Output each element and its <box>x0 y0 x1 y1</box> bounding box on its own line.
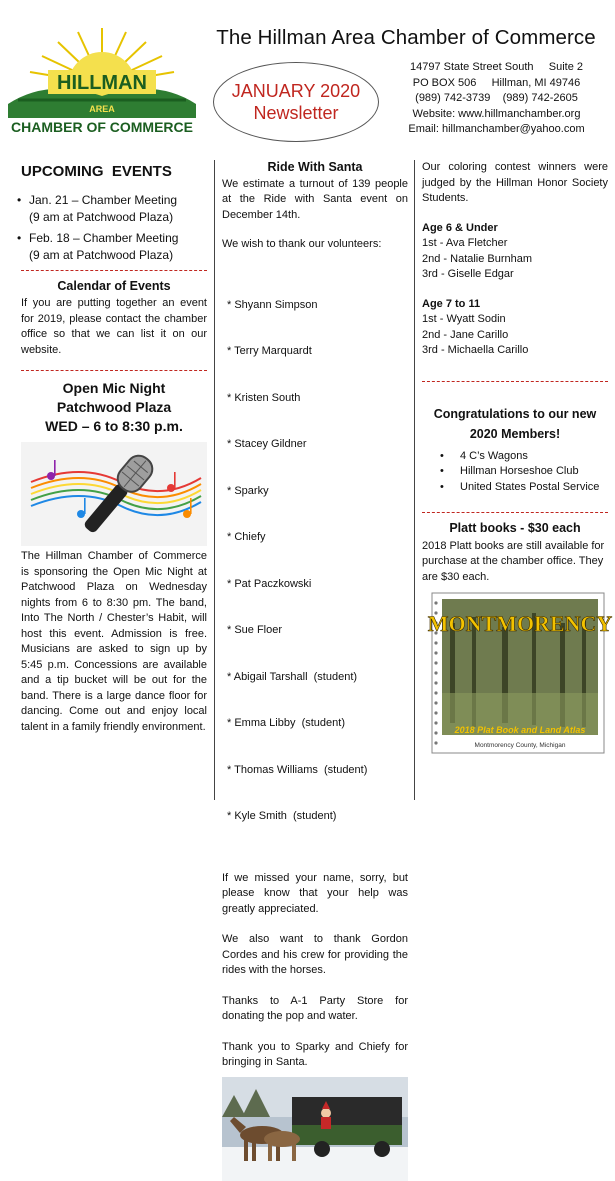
calendar-heading: Calendar of Events <box>57 278 171 293</box>
column-divider-2 <box>414 160 415 800</box>
volunteer-item: * Sue Floer <box>227 624 283 636</box>
section-divider <box>422 381 608 382</box>
member-name: Hillman Horseshoe Club <box>460 465 579 477</box>
volunteer-list <box>222 267 408 856</box>
winner-item: 2nd - Jane Carillo <box>422 328 509 341</box>
sponsor-thanks-text: Thanks to A-1 Party Store for donating the pop and water. <box>222 994 408 1022</box>
section-divider <box>422 512 608 513</box>
event-title: Jan. 21 – Chamber Meeting <box>29 192 178 207</box>
santa-heading: Ride With Santa <box>267 160 363 174</box>
openmic-text: The Hillman Chamber of Commerce is sponsoring the Open Mic Night at Patchwood Plaza on Wednesday nights from 6 to 8:30 pm. The band, Into The North / Chester’s Habit, will host this event. Admission is free. Musicians are asked to sign up by 5:45 p.m. Concessions are available and a tip bucket will be out for the band. There is a large dance floor for dancing. Come out and enjoy local talent in a family friendly environment. <box>21 550 207 733</box>
address-line-1: 14797 State Street South Suite 2 <box>409 61 584 73</box>
calendar-text: If you are putting together an event for 2019, please contact the chamber office so that we can list it on our website. <box>21 297 207 356</box>
book-footer: Montmorency County, Michigan <box>474 742 566 749</box>
openmic-line-1: Open Mic Night <box>62 380 166 396</box>
logo-text-hillman: HILLMAN <box>57 72 147 94</box>
volunteers-intro: We wish to thank our volunteers: <box>222 238 382 250</box>
missed-names-text: If we missed your name, sorry, but please know that your help was greatly appreciated. <box>222 871 408 915</box>
volunteer-item: * Shyann Simpson <box>227 298 318 311</box>
volunteer-item: * Emma Libby (student) <box>227 717 345 729</box>
winner-item: 3rd - Giselle Edgar <box>422 268 514 280</box>
column-divider-1 <box>214 160 215 800</box>
volunteer-item: * Abigail Tarshall (student) <box>227 670 358 683</box>
age-group-heading: Age 7 to 11 <box>422 297 481 310</box>
sleigh-ride-photo <box>222 1077 408 1181</box>
volunteer-item: * Terry Marquardt <box>227 345 312 357</box>
logo-text-chamber: CHAMBER OF COMMERCE <box>11 119 193 135</box>
volunteer-item: * Stacey Gildner <box>227 438 307 450</box>
column-events <box>17 160 207 735</box>
member-item: • United States Postal Service <box>440 480 600 493</box>
openmic-title <box>21 379 207 436</box>
openmic-line-3: WED – 6 to 8:30 p.m. <box>45 418 183 434</box>
member-item: • 4 C’s Wagons <box>440 449 528 462</box>
new-members-heading-line-2: 2020 Members! <box>469 426 561 441</box>
member-name: United States Postal Service <box>460 480 600 493</box>
microphone-music-image <box>21 442 207 546</box>
event-item: • Jan. 21 – Chamber Meeting (9 am at Patchwood Plaza) <box>21 192 207 226</box>
volunteer-item: * Pat Paczkowski <box>227 577 312 590</box>
events-list <box>17 192 207 264</box>
volunteer-item: * Chiefy <box>227 531 266 543</box>
platt-book-cover <box>427 593 613 753</box>
event-detail: (9 am at Patchwood Plaza) <box>29 209 174 224</box>
contact-info <box>384 60 609 138</box>
website-link[interactable]: Website: www.hillmanchamber.org <box>412 107 581 120</box>
member-name: 4 C’s Wagons <box>460 449 528 462</box>
winner-item: 2nd - Natalie Burnham <box>422 252 533 265</box>
platt-text: 2018 Platt books are still available for purchase at the chamber office. They are $30 each. <box>422 539 605 583</box>
newsletter-badge <box>213 62 379 142</box>
volunteer-item: * Kristen South <box>227 391 301 404</box>
member-item: • Hillman Horseshoe Club <box>440 465 579 477</box>
logo-text-area: AREA <box>89 104 115 114</box>
santa-thanks-text: Thank you to Sparky and Chiefy for bringing in Santa. <box>222 1040 408 1068</box>
newsletter-date: JANUARY 2020 <box>231 81 361 101</box>
phone-numbers: (989) 742-3739 (989) 742-2605 <box>415 92 578 104</box>
horses-thanks-text: We also want to thank Gordon Cordes and his crew for providing the rides with the horses. <box>222 933 408 976</box>
openmic-line-2: Patchwood Plaza <box>56 399 172 415</box>
book-subtitle: 2018 Plat Book and Land Atlas <box>454 725 586 735</box>
contest-intro: Our coloring contest winners were judged by the Hillman Honor Society Students. <box>422 161 608 204</box>
volunteer-item: * Kyle Smith (student) <box>227 810 337 822</box>
event-item: • Feb. 18 – Chamber Meeting (9 am at Patchwood Plaza) <box>21 230 207 264</box>
upcoming-events-heading: UPCOMING EVENTS <box>21 163 172 180</box>
winner-item: 1st - Wyatt Sodin <box>422 313 506 325</box>
event-title: Feb. 18 – Chamber Meeting <box>29 230 179 245</box>
members-list <box>422 449 608 496</box>
address-line-2: PO BOX 506 Hillman, MI 49746 <box>412 76 581 89</box>
winner-item: 1st - Ava Fletcher <box>422 237 508 249</box>
winner-item: 3rd - Michaella Carillo <box>422 344 529 356</box>
page-title: The Hillman Area Chamber of Commerce <box>216 26 596 49</box>
email-link[interactable]: Email: hillmanchamber@yahoo.com <box>408 123 585 135</box>
section-divider <box>21 370 207 371</box>
volunteer-item: * Sparky <box>227 484 269 497</box>
book-title: MONTMORENCY <box>427 611 613 636</box>
column-contest <box>422 160 613 753</box>
section-divider <box>21 270 207 271</box>
volunteer-item: * Thomas Williams (student) <box>227 763 368 776</box>
event-detail: (9 am at Patchwood Plaza) <box>29 247 174 262</box>
new-members-heading <box>422 404 608 444</box>
newsletter-label: Newsletter <box>253 103 339 123</box>
chamber-logo <box>8 26 196 146</box>
santa-intro: We estimate a turnout of 139 people at the Ride with Santa event on December 14th. <box>222 177 408 221</box>
age-group-heading: Age 6 & Under <box>422 221 498 234</box>
platt-heading: Platt books - $30 each <box>449 521 581 535</box>
column-santa <box>222 160 408 1181</box>
new-members-heading-line-1: Congratulations to our new <box>433 406 597 421</box>
